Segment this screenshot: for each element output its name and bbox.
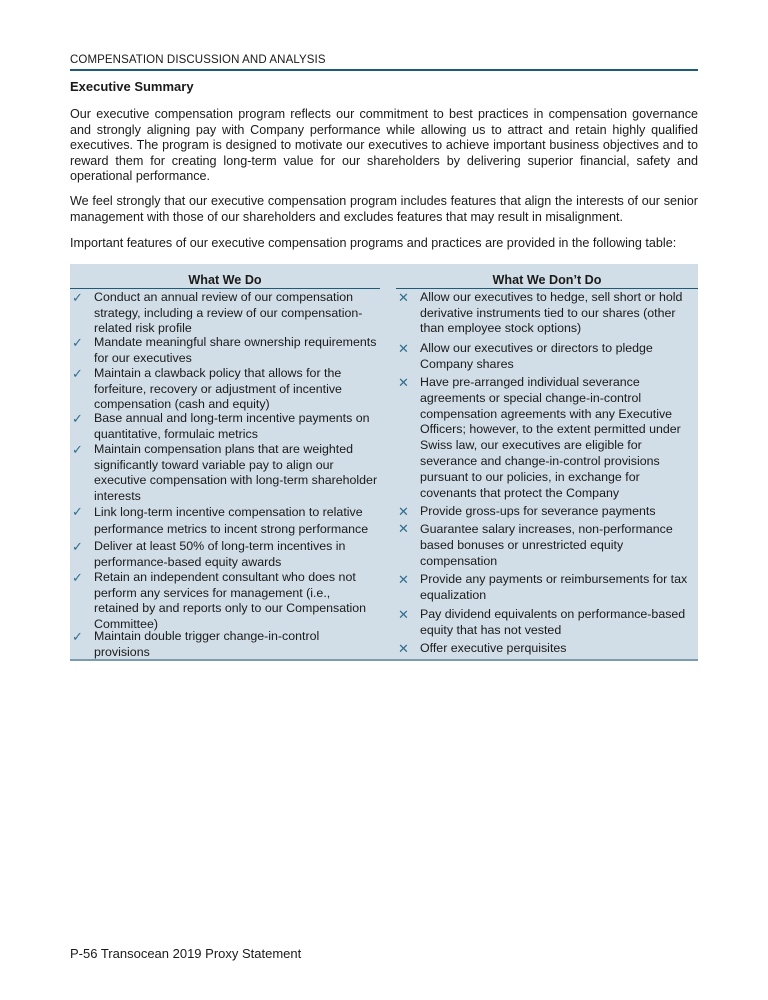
check-icon: ✓ — [72, 442, 83, 457]
dont-item: ✕ Guarantee salary increases, non-performance based bonuses or unrestricted equity compensation — [398, 521, 673, 568]
dont-item: ✕ Provide gross-ups for severance payments — [398, 504, 656, 519]
check-icon: ✓ — [72, 629, 83, 644]
x-icon: ✕ — [398, 607, 409, 622]
dont-item: ✕ Pay dividend equivalents on performance-based equity that has not vested — [398, 607, 686, 637]
do-item: ✓ Maintain a clawback policy that allows for the forfeiture, recovery or adjustment of incentive compensation (cash and equity) — [72, 366, 342, 411]
do-item: ✓ Maintain double trigger change-in-control provisions — [72, 629, 320, 659]
dont-item: ✕ Provide any payments or reimbursements for tax equalization — [398, 572, 688, 602]
check-icon: ✓ — [72, 366, 83, 381]
dont-header-rule — [396, 288, 698, 289]
do-item: ✓ Retain an independent consultant who does not perform any services for management (i.e., retained by and reports only to our Compensation Committee) — [72, 570, 367, 631]
header-rule — [70, 69, 698, 71]
do-item: ✓ Conduct an annual review of our compensation strategy, including a review of our compensation-related risk profile — [72, 290, 363, 335]
dont-item: ✕ Allow our executives to hedge, sell short or hold derivative instruments tied to our shares (other than employee stock options) — [398, 290, 683, 335]
x-icon: ✕ — [398, 521, 409, 536]
do-header: What We Do — [188, 273, 262, 287]
do-item: ✓ Deliver at least 50% of long-term incentives in performance-based equity awards — [72, 539, 346, 569]
check-icon: ✓ — [72, 539, 83, 554]
x-icon: ✕ — [398, 341, 409, 356]
dont-header: What We Don’t Do — [492, 273, 602, 287]
page-title: Executive Summary — [70, 79, 194, 94]
dont-item: ✕ Offer executive perquisites — [398, 641, 567, 656]
x-icon: ✕ — [398, 572, 409, 587]
dont-item: ✕ Allow our executives or directors to pledge Company shares — [398, 341, 653, 371]
do-item: ✓ Link long-term incentive compensation to relative performance metrics to incent strong performance — [72, 504, 369, 536]
check-icon: ✓ — [72, 411, 83, 426]
page-footer: P-56 Transocean 2019 Proxy Statement — [70, 946, 302, 961]
paragraph-table-intro: Important features of our executive compensation programs and practices are provided in the following table: — [70, 236, 677, 250]
do-header-rule — [70, 288, 380, 289]
x-icon: ✕ — [398, 641, 409, 656]
paragraph-intro: Our executive compensation program reflects our commitment to best practices in compensation governance and strongly aligning pay with Company performance while allowing us to attract and retain highly qualified executives. The program is designed to motivate our executives to achieve important business objectives and to reward them for creating long-term value for our shareholders by delivering superior financial, safety and operational performance. — [70, 107, 698, 184]
x-icon: ✕ — [398, 375, 409, 390]
check-icon: ✓ — [72, 504, 83, 519]
x-icon: ✕ — [398, 290, 409, 305]
do-item: ✓ Base annual and long-term incentive payments on quantitative, formulaic metrics — [72, 411, 370, 441]
do-item: ✓ Mandate meaningful share ownership requirements for our executives — [72, 335, 377, 365]
practices-table — [70, 264, 698, 661]
check-icon: ✓ — [72, 335, 83, 350]
check-icon: ✓ — [72, 570, 83, 585]
x-icon: ✕ — [398, 504, 409, 519]
section-header: COMPENSATION DISCUSSION AND ANALYSIS — [70, 54, 326, 66]
check-icon: ✓ — [72, 290, 83, 305]
do-item: ✓ Maintain compensation plans that are weighted significantly toward variable pay to align our executive compensation with long-term shareholder interests — [72, 442, 378, 503]
dont-item: ✕ Have pre-arranged individual severance agreements or special change-in-control compensation agreements with any Executive Officers; however, to the extent permitted under Swiss law, our executives are eligible for severance and change-in-control provisions pursuant to our policies, in exchange for covenants that protect the Company — [398, 375, 681, 500]
paragraph-alignment: We feel strongly that our executive compensation program includes features that align the interests of our senior management with those of our shareholders and excludes features that may result in misalignment. — [70, 194, 698, 224]
